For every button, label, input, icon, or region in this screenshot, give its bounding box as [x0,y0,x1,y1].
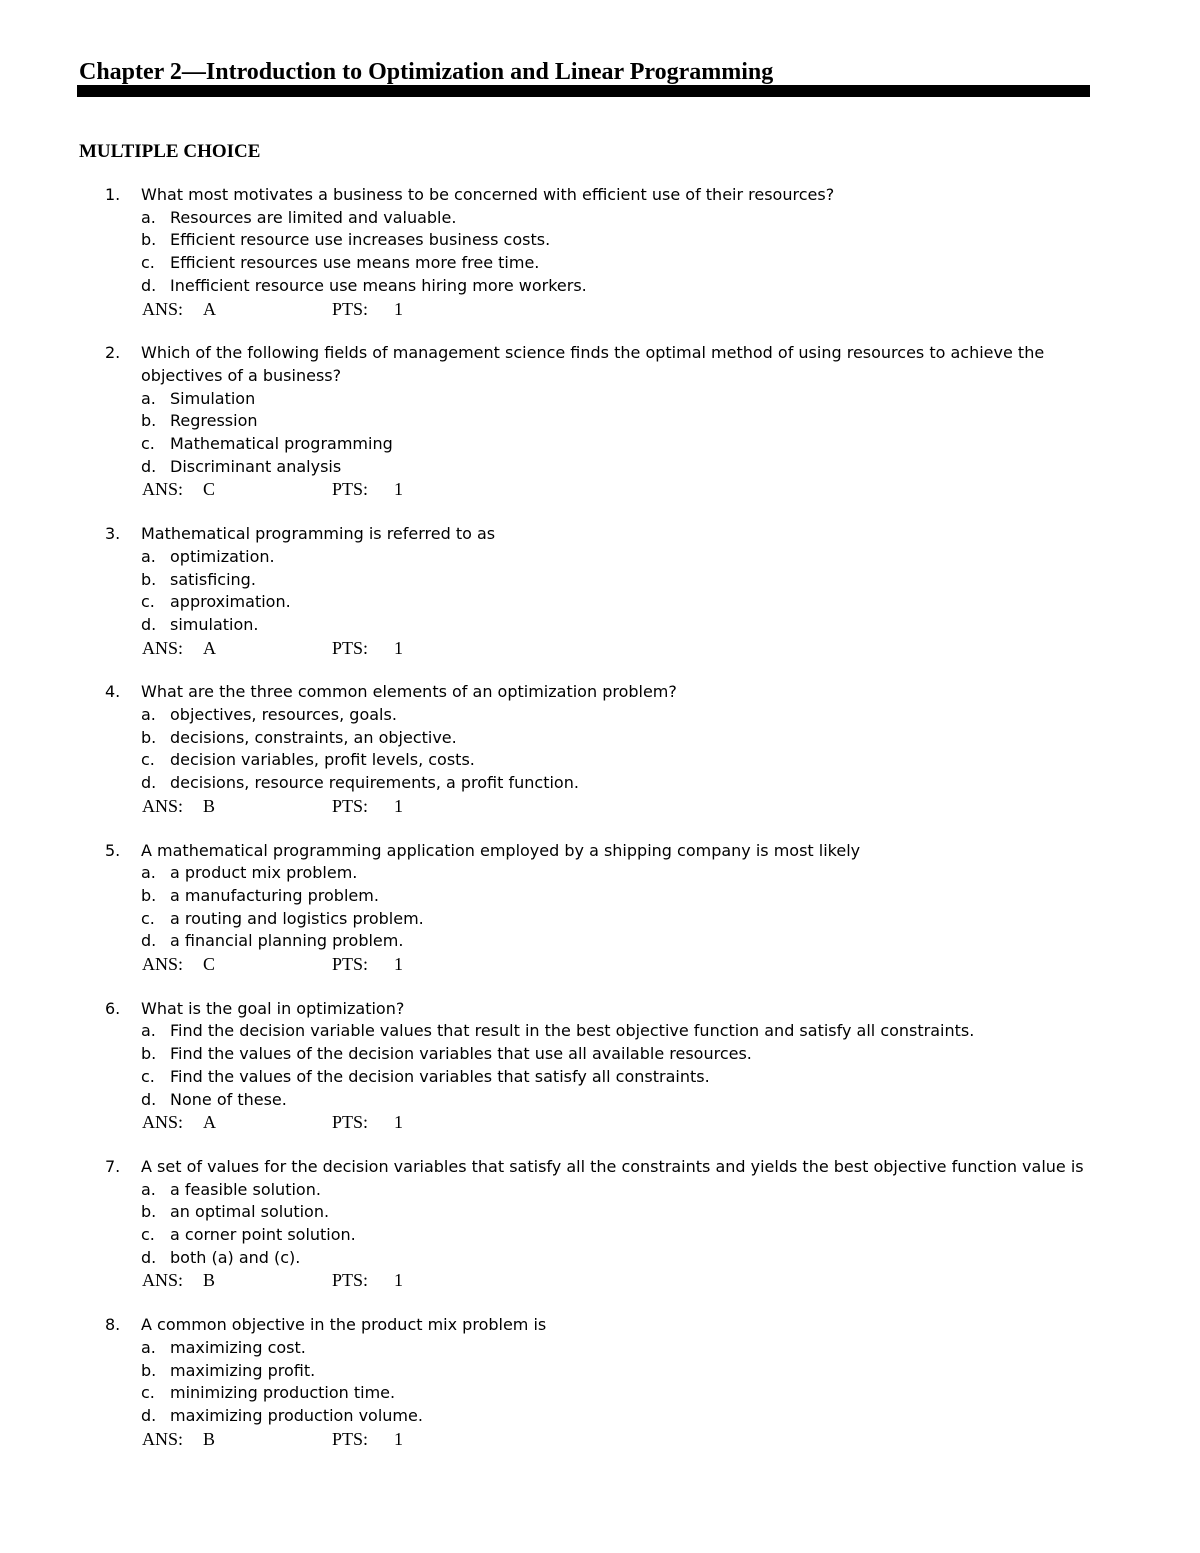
choice-letter: d. [141,931,157,951]
answer-key-row [0,1111,1200,1134]
question-stem [0,681,1086,704]
answer-label: ANS: [142,479,184,500]
question-text: Mathematical programming is referred to as [141,524,496,544]
answer-key-row [0,637,1200,660]
choice-text: Find the decision variable values that result in the best objective function and satisfy all constraints. [170,1021,975,1041]
choice-text: a product mix problem. [170,863,358,883]
answer-choice [0,1224,1200,1247]
answer-choice [0,456,1200,479]
question-stem [0,1314,1086,1337]
choice-letter: a. [141,388,156,408]
choice-text: Efficient resource use increases business costs. [170,230,551,250]
choice-text: Inefficient resource use means hiring more workers. [170,275,587,295]
answer-choice [0,546,1200,569]
points-label: PTS: [332,298,369,319]
answer-label: ANS: [142,1428,184,1449]
choice-letter: a. [141,863,156,883]
choice-letter: d. [141,275,157,295]
choice-text: maximizing cost. [170,1337,306,1357]
choice-text: optimization. [170,546,275,566]
question-text: What most motivates a business to be concerned with efficient use of their resources? [141,185,835,204]
answer-choice [0,1360,1200,1383]
answer-label: ANS: [142,795,184,816]
points-value: 1 [394,1428,403,1449]
choice-text: decision variables, profit levels, costs. [170,750,475,770]
points-value: 1 [394,298,403,319]
choice-letter: a. [141,1179,156,1199]
question-list [0,184,1200,1472]
answer-choice [0,862,1200,885]
question-item [0,998,1200,1134]
choice-letter: c. [141,434,155,454]
choice-letter: d. [141,1247,157,1267]
choice-text: Discriminant analysis [170,456,342,476]
choice-letter: d. [141,1405,157,1425]
question-stem [0,184,1086,207]
choice-text: minimizing production time. [170,1383,396,1403]
choice-letter: c. [141,1225,155,1245]
answer-key-row [0,298,1200,321]
answer-choice [0,1020,1200,1043]
choice-text: an optimal solution. [170,1202,330,1222]
answer-choice [0,704,1200,727]
answer-choice [0,1247,1200,1270]
choice-text: Mathematical programming [170,434,393,454]
points-value: 1 [394,1112,403,1133]
answer-choice [0,1179,1200,1202]
answer-key-row [0,953,1200,976]
points-label: PTS: [332,479,369,500]
points-label: PTS: [332,1428,369,1449]
points-label: PTS: [332,1112,369,1133]
title-rule [77,85,1090,97]
choice-letter: d. [141,1089,157,1109]
answer-label: ANS: [142,1112,184,1133]
choice-letter: b. [141,727,157,747]
answer-choice [0,591,1200,614]
answer-key-row [0,1428,1200,1451]
choice-text: objectives, resources, goals. [170,705,397,725]
question-stem [0,1156,1086,1179]
choice-text: approximation. [170,592,291,612]
choice-text: a routing and logistics problem. [170,908,424,928]
points-label: PTS: [332,637,369,658]
choice-letter: b. [141,1360,157,1380]
question-stem [0,840,1086,863]
answer-choice [0,749,1200,772]
question-stem [0,523,1086,546]
question-item [0,1314,1200,1450]
choice-letter: c. [141,253,155,273]
answer-choice [0,410,1200,433]
choice-text: satisficing. [170,569,256,589]
choice-text: a financial planning problem. [170,931,404,951]
choice-text: Find the values of the decision variables that use all available resources. [170,1044,752,1064]
answer-label: ANS: [142,1270,184,1291]
choice-letter: a. [141,546,156,566]
answer-choice [0,1382,1200,1405]
question-number: 2. [105,343,121,363]
answer-choice [0,1201,1200,1224]
answer-choice [0,1337,1200,1360]
answer-choice [0,207,1200,230]
answer-value: A [203,298,216,319]
answer-key-row [0,478,1200,501]
answer-choice [0,930,1200,953]
answer-choice [0,1043,1200,1066]
points-value: 1 [394,1270,403,1291]
choice-text: simulation. [170,614,259,634]
answer-choice [0,908,1200,931]
answer-value: C [203,479,216,500]
choice-letter: c. [141,592,155,612]
choice-letter: d. [141,773,157,793]
answer-value: B [203,1428,216,1449]
points-label: PTS: [332,1270,369,1291]
choice-letter: c. [141,750,155,770]
choice-text: maximizing production volume. [170,1405,423,1425]
answer-choice [0,1405,1200,1428]
choice-letter: b. [141,411,157,431]
question-number: 5. [105,840,121,860]
question-text: What is the goal in optimization? [141,998,405,1018]
question-item [0,840,1200,976]
answer-choice [0,388,1200,411]
answer-label: ANS: [142,637,184,658]
choice-text: Simulation [170,388,256,408]
question-text: What are the three common elements of an optimization problem? [141,682,677,702]
answer-choice [0,1066,1200,1089]
choice-letter: b. [141,1044,157,1064]
points-value: 1 [394,637,403,658]
points-value: 1 [394,479,403,500]
choice-text: Find the values of the decision variables that satisfy all constraints. [170,1066,710,1086]
answer-choice [0,569,1200,592]
chapter-title: Chapter 2—Introduction to Optimization and Linear Programming [79,59,774,85]
question-number: 3. [105,524,121,544]
choice-letter: c. [141,1066,155,1086]
question-item [0,342,1200,501]
choice-text: a corner point solution. [170,1225,356,1245]
choice-letter: c. [141,1383,155,1403]
question-item [0,1156,1200,1292]
answer-choice [0,614,1200,637]
question-stem [0,342,1086,387]
section-heading: MULTIPLE CHOICE [79,141,261,162]
answer-choice [0,885,1200,908]
choice-text: Regression [170,411,258,431]
answer-choice [0,772,1200,795]
answer-choice [0,433,1200,456]
answer-value: A [203,637,216,658]
answer-label: ANS: [142,954,184,975]
answer-value: A [203,1112,216,1133]
question-text: A common objective in the product mix problem is [141,1315,547,1335]
choice-text: maximizing profit. [170,1360,316,1380]
points-value: 1 [394,954,403,975]
choice-letter: d. [141,456,157,476]
choice-text: decisions, constraints, an objective. [170,727,457,747]
choice-text: both (a) and (c). [170,1247,301,1267]
points-label: PTS: [332,795,369,816]
answer-key-row [0,795,1200,818]
answer-choice [0,727,1200,750]
choice-letter: c. [141,908,155,928]
answer-label: ANS: [142,298,184,319]
question-number: 7. [105,1156,121,1176]
choice-text: a manufacturing problem. [170,885,379,905]
question-number: 6. [105,998,121,1018]
choice-letter: a. [141,1337,156,1357]
answer-key-row [0,1269,1200,1292]
choice-letter: b. [141,1202,157,1222]
choice-letter: a. [141,1021,156,1041]
choice-text: a feasible solution. [170,1179,321,1199]
choice-letter: a. [141,207,156,227]
choice-letter: d. [141,614,157,634]
points-label: PTS: [332,954,369,975]
points-value: 1 [394,795,403,816]
choice-text: Efficient resources use means more free time. [170,253,540,273]
answer-choice [0,252,1200,275]
question-text: A mathematical programming application employed by a shipping company is most likely [141,840,861,860]
question-text: Which of the following fields of management science finds the optimal method of using resources to achieve the objectives of a business? [141,343,1045,385]
question-item [0,184,1200,320]
question-number: 1. [105,185,121,204]
question-item [0,523,1200,659]
answer-choice [0,275,1200,298]
question-text: A set of values for the decision variables that satisfy all the constraints and yields the best objective function value is [141,1156,1084,1176]
choice-text: None of these. [170,1089,287,1109]
answer-value: B [203,795,216,816]
question-number: 4. [105,682,121,702]
answer-value: C [203,954,216,975]
question-number: 8. [105,1315,121,1335]
answer-choice [0,229,1200,252]
choice-letter: b. [141,230,157,250]
question-item [0,681,1200,817]
choice-text: Resources are limited and valuable. [170,207,457,227]
question-stem [0,998,1086,1021]
choice-letter: b. [141,569,157,589]
choice-letter: a. [141,705,156,725]
choice-text: decisions, resource requirements, a profit function. [170,773,579,793]
choice-letter: b. [141,885,157,905]
answer-value: B [203,1270,216,1291]
answer-choice [0,1089,1200,1112]
